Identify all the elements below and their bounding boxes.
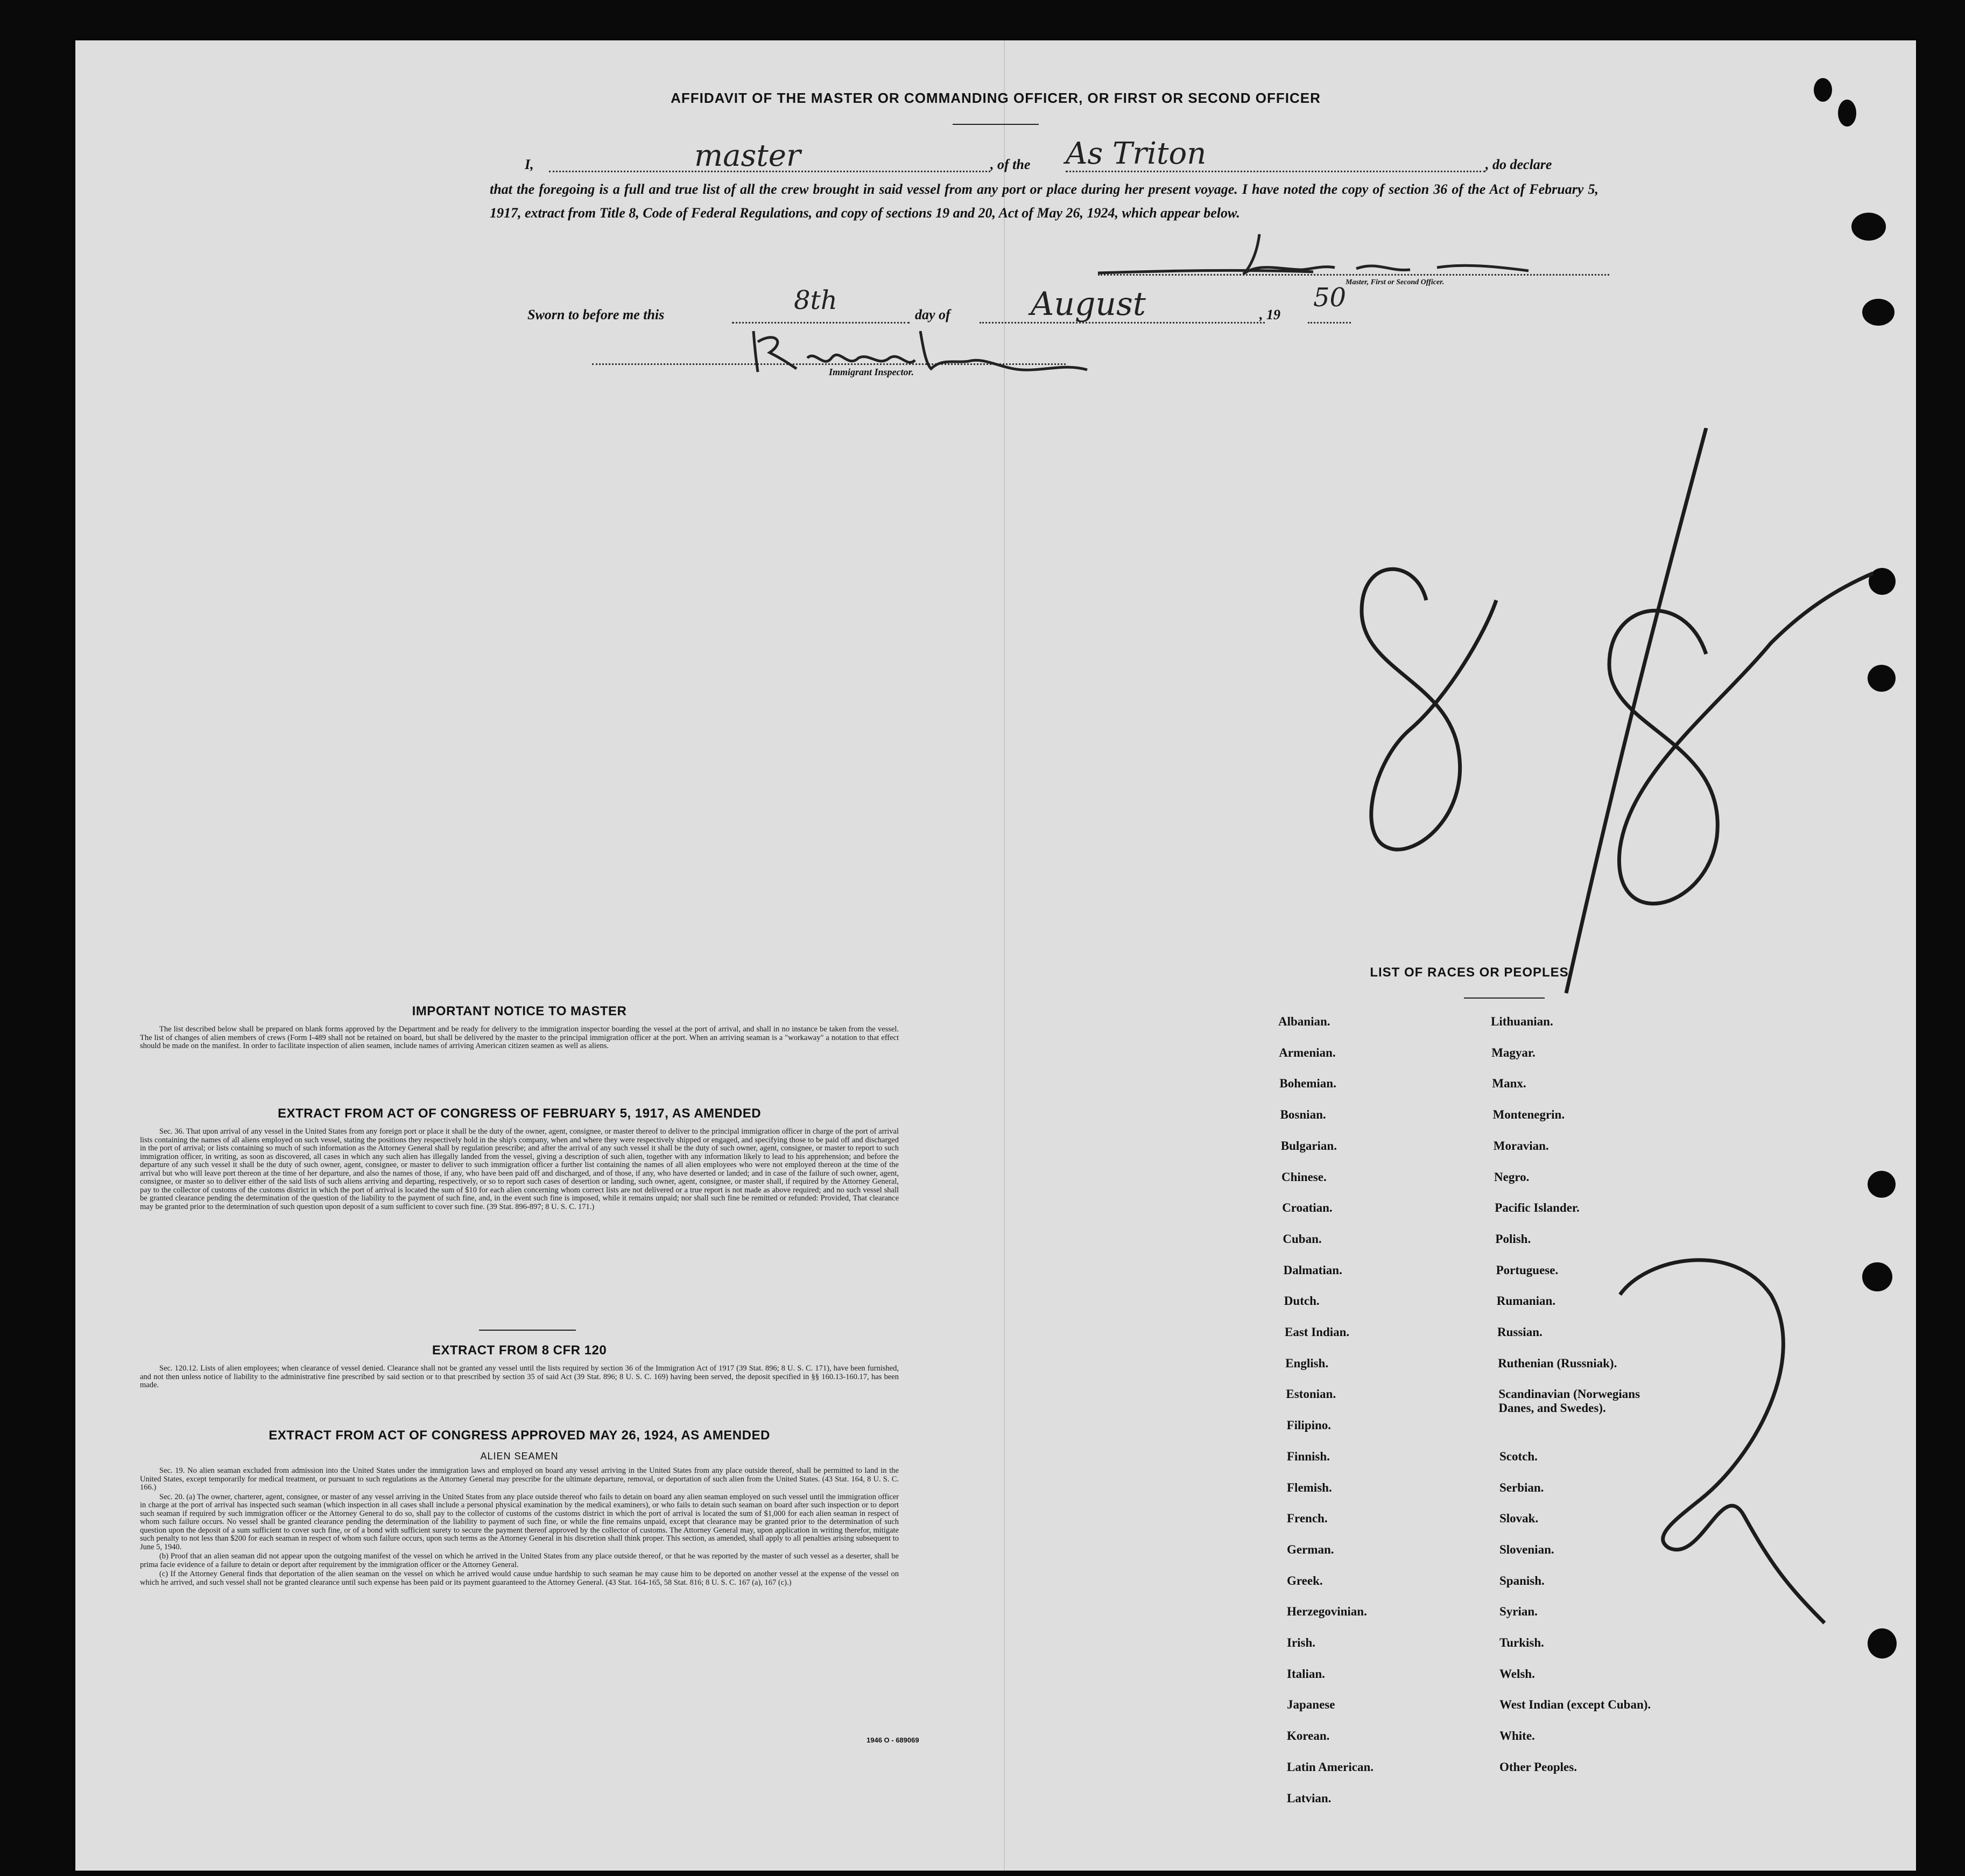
race-item: Herzegovinian. [1287,1605,1367,1618]
vessel-name: As Triton [1066,136,1207,171]
race-item: Dutch. [1284,1294,1320,1308]
race-item: Rumanian. [1496,1294,1556,1308]
race-item: Welsh. [1499,1667,1535,1681]
officer-caption: Master, First or Second Officer. [1346,278,1445,286]
year-value: 50 [1313,283,1347,313]
race-item: Spanish. [1499,1574,1545,1587]
year-prefix: , 19 [1259,307,1280,322]
extract-cfr-text [140,1365,899,1391]
day-of-label: day of [915,307,950,322]
race-item: Korean. [1287,1729,1330,1742]
race-item: Pacific Islander. [1495,1201,1580,1214]
race-item: Filipino. [1286,1418,1332,1432]
section-divider [479,1330,576,1331]
race-item: Serbian. [1499,1481,1544,1494]
extract-1924-text [140,1467,899,1588]
race-item: Cuban. [1283,1232,1322,1246]
sec-20c-paragraph: (c) If the Attorney General finds that deportation of the alien seaman on the vessel on which he arrived would cause undue hardship to such seaman he may cause him to be deported on another vessel at the expense of the vessel on which he arrived, and such vessel shall not be granted clearance until such expense has been paid or its payment guaranteed to the Attorney General. (43 Stat. 164-165, 58 Stat. 816; 8 U. S. C. 167 (a), 167 (c).) [140,1570,899,1587]
extract-1924-heading: EXTRACT FROM ACT OF CONGRESS APPROVED MAY 26, 1924, AS AMENDED [269,1428,770,1443]
year-line [1308,322,1351,324]
of-the-label: , of the [990,157,1031,172]
fold-line [1004,40,1005,1871]
race-item: White. [1499,1729,1535,1742]
race-item: Lithuanian. [1491,1015,1553,1028]
handwritten-date-mark [1232,428,1878,1031]
race-item: Slovak. [1499,1512,1539,1525]
extract-1917-text [140,1128,899,1212]
name-signature: master [694,138,801,173]
notice-paragraph: The list described below shall be prepared on blank forms approved by the Department and be ready for delivery to the immigration inspector boarding the vessel at the port of arrival, and shall in no instance be taken from the vessel. The list of changes of alien members of crews (Form I-489 shall not be retained on board, but shall be delivered by the master to the principal immigration officer at the port. When an arriving seaman is a "workaway" a notation to that effect should be made on the manifest. In order to facilitate inspection of alien seamen, include names of arriving American citizen seamen as well as aliens. [140,1025,899,1050]
races-heading: LIST OF RACES OR PEOPLES [1370,965,1569,980]
race-item: Turkish. [1499,1636,1544,1649]
race-item: Albanian. [1278,1015,1330,1028]
race-item: Latin American. [1287,1760,1374,1774]
race-item: Japanese [1287,1698,1335,1711]
race-item: Slovenian. [1499,1543,1554,1556]
officer-signature [1087,218,1572,283]
print-code: 1946 O - 689069 [867,1736,919,1744]
document-page [75,40,1916,1871]
punch-hole [1851,213,1886,241]
race-item: Polish. [1495,1232,1531,1246]
race-item: Flemish. [1287,1481,1332,1494]
sec-19-paragraph: Sec. 19. No alien seaman excluded from admission into the United States under the immigration laws and employed on board any vessel arriving in the United States from any place outside thereof, shall be permitted to land in the United States, except temporarily for medical treatment, or pursuant to such regulations as the Attorney General may prescribe for the ultimate departure, removal, or deportation of such alien from the United States. (43 Stat. 164, 8 U. S. C. 166.) [140,1466,899,1492]
punch-hole [1862,1262,1892,1291]
extract-cfr-paragraph: Sec. 120.12. Lists of alien employees; when clearance of vessel denied. Clearance shall not be granted any vessel until the lists required by section 36 of the Immigration Act of 1917 (39 Stat. 896; 8 U. S. C. 171), have been furnished, and not then unless notice of liability to the administrative fine prescribed by said section or to that prescribed by section 35 of said Act (39 Stat. 896; 8 U. S. C. 169) having been served, the deposit specified in §§ 160.13-160.17, has been made. [140,1364,899,1389]
race-item: Other Peoples. [1499,1760,1577,1774]
sec-20b-paragraph: (b) Proof that an alien seaman did not appear upon the outgoing manifest of the vessel on which he arrived in the United States from any place outside thereof, or that he was reported by the master of such vessel as a deserter, shall be prima facie evidence of a failure to detain or deport after requirement by the immigration officer or the Attorney General. [140,1552,899,1569]
notice-text [140,1025,899,1052]
sec-20a-paragraph: Sec. 20. (a) The owner, charterer, agent, consignee, or master of any vessel arriving in the United States from any place outside thereof who fails to detain on board any alien seaman employed on such vessel until the immigration officer in charge at the port of arrival has inspected such seaman (which inspection in all cases shall include a personal physical examination by the medical examiners), or who fails to detain such seaman on board after such inspection or to deport such seaman if required by such immigration officer or the Attorney General to do so, shall pay to the collector of customs of the customs district in which the port of arrival is located the sum of $1,000 for each alien seaman in respect of whom such failure occurs. No vessel shall be granted clearance pending the determination of the liability to payment of such fine, or while the fine remains unpaid, except that clearance may be granted prior to the determination of such question upon the deposit of a sum sufficient to cover such fine, or of a bond with sufficient surety to secure the payment thereof approved by the collector of customs. The Attorney General may, upon application in writing therefor, mitigate such penalty to not less than $200 for each seaman in respect of whom such failure occurs, upon such terms as the Attorney General in his discretion shall think proper. This section, as amended, shall apply to all penalties arising subsequent to June 5, 1940. [140,1492,899,1551]
race-item: Magyar. [1491,1046,1536,1059]
race-item: East Indian. [1285,1325,1350,1339]
race-item: Italian. [1287,1667,1325,1681]
race-item: Croatian. [1282,1201,1333,1214]
race-item: Negro. [1494,1170,1530,1184]
race-item: Finnish. [1287,1450,1330,1463]
race-item: Manx. [1492,1077,1526,1090]
race-item: Russian. [1497,1325,1543,1339]
race-item: Greek. [1287,1574,1323,1587]
affidavit-body: that the foregoing is a full and true list of all the crew brought in said vessel from any port or place during her present voyage. I have noted the copy of section 36 of the Act of February 5, 1917, extract from Title 8, Code of Federal Regulations, and copy of sections 19 and 20, Act of May 26, 1924, which appear below. [490,181,1598,221]
race-item: Latvian. [1287,1791,1332,1805]
punch-hole [1868,1628,1897,1659]
races-rule [1464,997,1545,999]
handwritten-number-mark [1615,1252,1841,1628]
race-item: Portuguese. [1496,1263,1559,1277]
race-item: Bohemian. [1279,1077,1336,1090]
extract-cfr-heading: EXTRACT FROM 8 CFR 120 [432,1343,607,1358]
do-declare-label: , do declare [1485,157,1552,172]
race-item: Ruthenian (Russniak). [1498,1357,1617,1370]
race-item: Scandinavian (Norwegians Danes, and Swedes). [1498,1387,1640,1415]
race-item: English. [1285,1357,1329,1370]
race-item: German. [1287,1543,1334,1556]
race-item: French. [1287,1512,1328,1525]
month-value: August [1031,285,1146,323]
title-rule [953,124,1039,125]
race-item: Estonian. [1286,1387,1336,1401]
inspector-caption: Immigrant Inspector. [829,367,914,377]
affidavit-title: AFFIDAVIT OF THE MASTER OR COMMANDING OFFICER, OR FIRST OR SECOND OFFICER [671,90,1321,106]
punch-hole [1868,1171,1896,1198]
race-item: Scotch. [1499,1450,1538,1463]
race-item: Irish. [1287,1636,1316,1649]
race-item: Moravian. [1493,1139,1549,1153]
race-item: West Indian (except Cuban). [1499,1698,1651,1711]
punch-hole [1862,299,1894,326]
notice-heading: IMPORTANT NOTICE TO MASTER [412,1004,627,1018]
race-item: Chinese. [1281,1170,1327,1184]
i-label: I, [525,157,534,172]
extract-1917-heading: EXTRACT FROM ACT OF CONGRESS OF FEBRUARY 5, 1917, AS AMENDED [277,1106,762,1121]
extract-1917-paragraph: Sec. 36. That upon arrival of any vessel in the United States from any foreign port or place it shall be the duty of the owner, agent, consignee, or master thereof to deliver to the principal immigration officer in charge of the port of arrival lists containing the names of all aliens employed on such vessel, stating the positions they respectively hold in the ship's company, when and where they were respectively shipped or engaged, and specifying those to be paid off and discharged in the port of arrival; or lists containing so much of such information as the Attorney General shall by regulation prescribe; and after the arrival of any such vessel it shall be the duty of such owner, agent, consignee, or master to report to such immigration officer, in writing, as soon as discovered, all cases in which any such alien has illegally landed from the vessel, giving a description of such alien, together with any information likely to lead to his apprehension; and before the departure of any such vessel it shall be the duty of such owner, agent, consignee, or master to deliver to such immigration officer a further list containing the names of all alien employees who were not employed thereon at the time of the arrival but who will leave port thereon at the time of her departure, and also the names of those, if any, who have been paid off and discharged, and of those, if any, who have deserted or landed; and in case of the failure of such owner, agent, consignee, or master so to deliver either of the said lists of such aliens arriving and departing, respectively, or so to report such cases of desertion or landing, such owner, agent, consignee, or master shall, if required by the Attorney General, pay to the collector of customs of the customs district in which the port of arrival is located the sum of $10 for each alien concerning whom correct lists are not delivered or a true report is not made as above required; and no such vessel shall be granted clearance pending the determination of the question of the liability to the payment of such fine, and, in the event such fine is imposed, while it remains unpaid; nor shall such fine be remitted or refunded: Provided, That clearance may be granted prior to the determination of such question upon deposit of a sum sufficient to cover such fine. (39 Stat. 896-897; 8 U. S. C. 171.) [140,1127,899,1211]
race-item: Dalmatian. [1283,1263,1342,1277]
race-item: Armenian. [1279,1046,1336,1059]
race-item: Syrian. [1499,1605,1538,1618]
race-item: Montenegrin. [1492,1108,1565,1121]
inspector-signature [743,320,1119,380]
extract-1924-subheading: ALIEN SEAMEN [480,1451,559,1462]
race-item: Bulgarian. [1280,1139,1337,1153]
day-value: 8th [794,285,837,315]
sworn-label: Sworn to before me this [527,307,665,322]
race-item: Bosnian. [1280,1108,1326,1121]
